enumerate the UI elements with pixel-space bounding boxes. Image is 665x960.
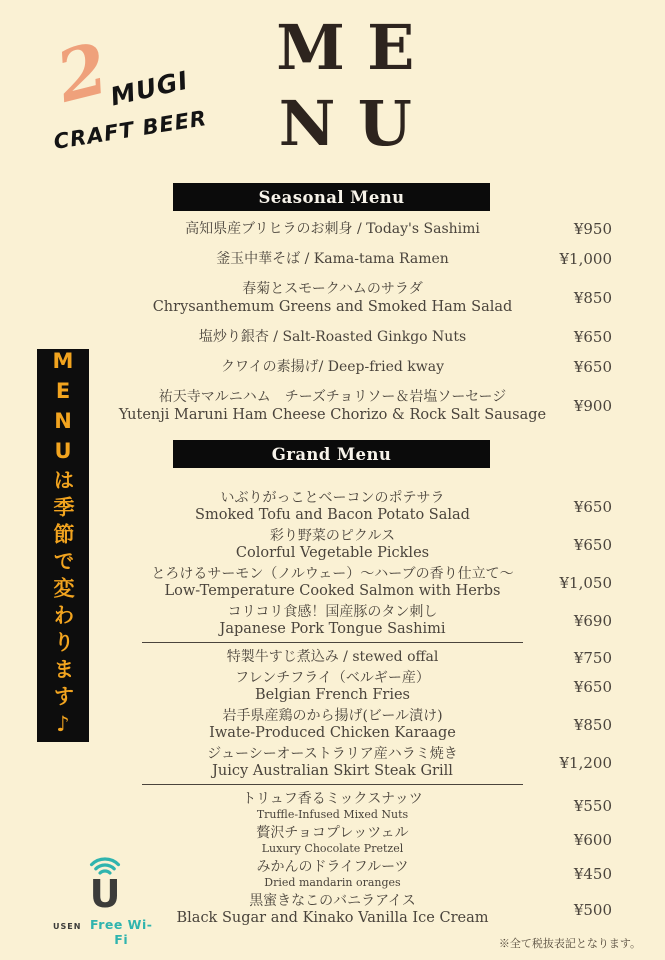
item-price: ¥850 (573, 716, 612, 734)
item-name (0, 388, 665, 424)
item-price: ¥550 (573, 797, 612, 815)
item-name (0, 490, 665, 524)
item-name (0, 670, 665, 704)
menu-item-list (0, 211, 665, 424)
item-name (0, 649, 665, 666)
item-price: ¥690 (573, 612, 612, 630)
page-title-line-1: ME (276, 11, 437, 84)
item-name (0, 280, 665, 316)
item-name-en: Chrysanthemum Greens and Smoked Ham Salad (152, 299, 513, 315)
item-name (0, 358, 665, 376)
logo-name: MUGI (107, 65, 192, 112)
wifi-label: Free Wi-Fi (89, 917, 153, 947)
item-price: ¥1,200 (559, 754, 612, 772)
item-name-en: Juicy Australian Skirt Steak Grill (212, 763, 453, 779)
item-price: ¥500 (573, 901, 612, 919)
item-name-jp: クワイの素揚げ/ Deep-fried kway (220, 359, 444, 375)
item-price: ¥1,000 (559, 250, 612, 268)
item-name (0, 328, 665, 346)
item-name-en: Yutenji Maruni Ham Cheese Chorizo & Rock Salt Sausage (118, 407, 547, 423)
item-name-jp: 黒蜜きなこのバニラアイス (249, 893, 416, 909)
item-price: ¥600 (573, 831, 612, 849)
menu-item (0, 328, 665, 346)
item-name-jp: 春菊とスモークハムのサラダ (242, 281, 423, 297)
item-name (0, 220, 665, 238)
logo-number: 2 (48, 26, 116, 119)
wifi-u-letter: U (89, 872, 121, 916)
item-price: ¥650 (573, 498, 612, 516)
item-name (0, 708, 665, 742)
menu-item (0, 649, 665, 666)
item-price: ¥650 (573, 358, 612, 376)
menu-item (0, 388, 665, 424)
item-name-jp: いぶりがっことベーコンのポテサラ (220, 490, 445, 506)
item-name-jp: 祐天寺マルニハム チーズチョリソー＆岩塩ソーセージ (158, 389, 507, 405)
menu-item (0, 358, 665, 376)
item-price: ¥950 (573, 220, 612, 238)
item-name-en: Belgian French Fries (254, 687, 411, 703)
item-name-en: Japanese Pork Tongue Sashimi (219, 621, 446, 637)
item-name-en: Black Sugar and Kinako Vanilla Ice Cream (176, 910, 489, 926)
menu-item (0, 490, 665, 524)
item-name-jp: 特製牛すじ煮込み / stewed offal (226, 649, 439, 665)
seasonal-note-text: MENUは季節で変わります♪ (51, 349, 75, 742)
item-price: ¥1,050 (559, 574, 612, 592)
menu-item (0, 708, 665, 742)
item-name (0, 528, 665, 562)
item-price: ¥650 (573, 536, 612, 554)
menu-item (0, 791, 665, 821)
section-divider (142, 642, 523, 643)
item-name-jp: ジューシーオーストラリア産ハラミ焼き (207, 746, 458, 762)
menu-item (0, 746, 665, 780)
item-price: ¥450 (573, 865, 612, 883)
item-price: ¥900 (573, 397, 612, 415)
menu-item (0, 250, 665, 268)
item-name-jp: 高知県産ブリヒラのお刺身 / Today's Sashimi (185, 221, 480, 237)
item-name-jp: 岩手県産鶏のから揚げ(ビール漬け) (222, 708, 443, 724)
item-name-jp: みかんのドライフルーツ (256, 859, 409, 875)
item-name-en: Dried mandarin oranges (264, 876, 401, 889)
item-name-jp: 贅沢チョコプレッツェル (256, 825, 409, 841)
menu-item (0, 670, 665, 704)
menu-item (0, 528, 665, 562)
section-heading: Grand Menu (271, 444, 392, 464)
section-heading-banner (173, 183, 490, 211)
item-name-en: Truffle-Infused Mixed Nuts (256, 808, 409, 821)
wifi-brand: USEN (53, 922, 82, 931)
menu-section-seasonal (0, 183, 665, 436)
section-heading-banner (173, 440, 490, 468)
item-name (0, 791, 665, 821)
item-name-en: Colorful Vegetable Pickles (235, 545, 430, 561)
item-name-jp: 釜玉中華そば / Kama-tama Ramen (216, 251, 449, 267)
page-title-line-2: NU (278, 87, 435, 160)
wifi-caption (53, 917, 157, 947)
item-price: ¥650 (573, 328, 612, 346)
item-name-jp: とろけるサーモン（ノルウェー）〜ハーブの香り仕立て〜 (151, 566, 514, 582)
section-divider (142, 784, 523, 785)
item-name-jp: コリコリ食感！国産豚のタン刺し (227, 604, 438, 620)
menu-item (0, 280, 665, 316)
item-name (0, 604, 665, 638)
item-name-en: Smoked Tofu and Bacon Potato Salad (195, 507, 470, 523)
logo-subtitle: CRAFT BEER (52, 106, 209, 154)
page-title (0, 10, 665, 162)
item-price: ¥850 (573, 289, 612, 307)
item-name-jp: トリュフ香るミックスナッツ (242, 791, 423, 807)
item-price: ¥650 (573, 678, 612, 696)
item-name-jp: 塩炒り銀杏 / Salt-Roasted Ginkgo Nuts (198, 329, 467, 345)
menu-item (0, 220, 665, 238)
item-name-en: Luxury Chocolate Pretzel (261, 842, 404, 855)
menu-item (0, 604, 665, 638)
item-name-jp: フレンチフライ（ベルギー産） (235, 670, 430, 686)
item-name-jp: 彩り野菜のピクルス (269, 528, 396, 544)
menu-item (0, 566, 665, 600)
tax-footnote: ※全て税抜表記となります。 (498, 937, 641, 950)
item-name-en: Low-Temperature Cooked Salmon with Herbs (164, 583, 501, 599)
item-price: ¥750 (573, 648, 612, 667)
section-heading: Seasonal Menu (258, 187, 405, 207)
wifi-logo (53, 850, 157, 947)
item-name-en: Iwate-Produced Chicken Karaage (209, 725, 456, 741)
